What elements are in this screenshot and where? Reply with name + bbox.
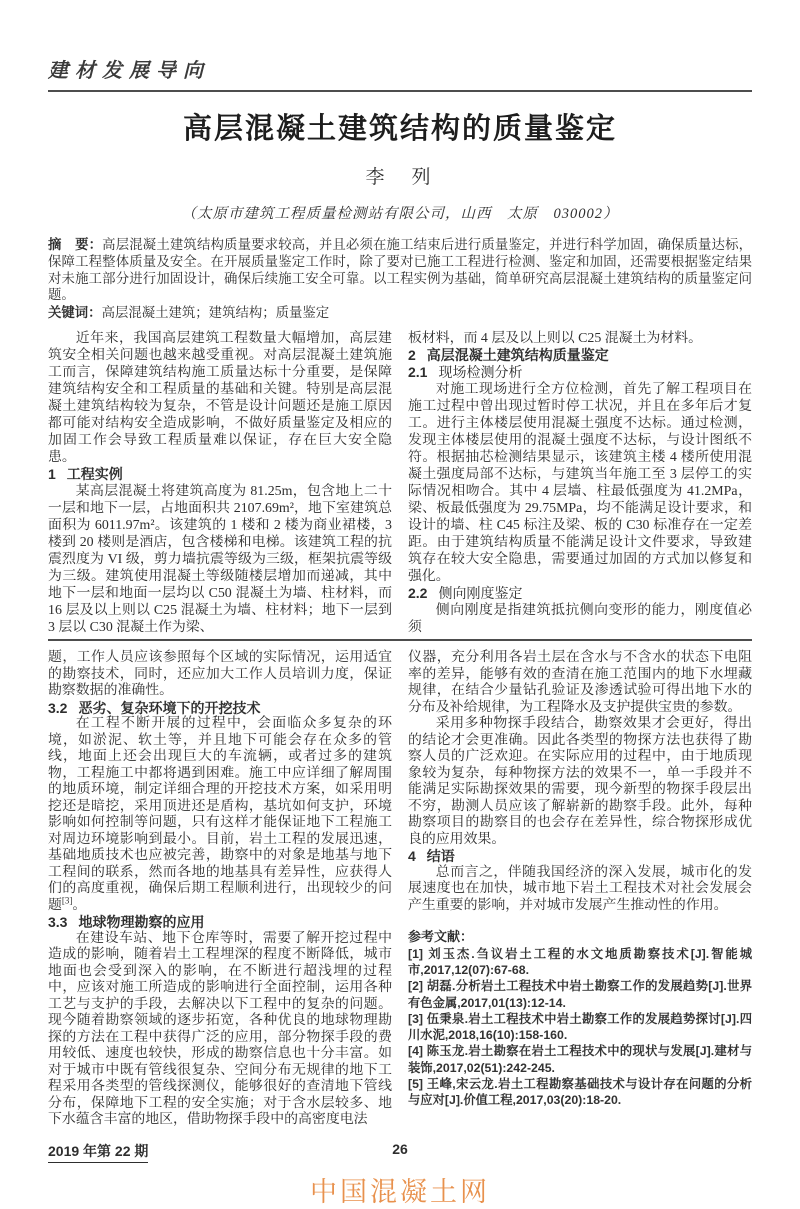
header-rule <box>48 90 752 92</box>
top-columns <box>48 330 752 636</box>
section-number: 1 <box>48 466 56 483</box>
stiffness-paragraph: 侧向刚度是指建筑抵抗侧向变形的能力，刚度值必须 <box>408 603 752 636</box>
section-heading-2-1 <box>408 364 752 381</box>
paragraph-text: 在工程不断开展的过程中，会面临众多复杂的环境，如淤泥、软土等，并且地下可能会存在众多的管线，地面上还会出现巨大的车流辆，或者过多的建筑物，工程施工中都将遇到困难。施工中应详细了解周围的地质环境，制定详细合理的开挖技术方案，如采用明挖还是暗挖，采用顶进还是盾构，基坑如何支护，环境影响如何控制等问题，只有这样才能保证地下工程施工对周边环境影响到最小。目前，岩土工程的发展迅速，基础地质技术也应被完善，勘察中的对象是地基与地下工程间的联系，然而各地的地基具有差异性，应获得人们的高度重视，确保后期工程顺利进行，出现较少的问题 <box>48 716 392 913</box>
section-number: 2.1 <box>408 364 428 381</box>
bottom-columns <box>48 650 752 1129</box>
issue-label: 2019 年第 22 期 <box>48 1141 148 1163</box>
bottom-left-column <box>48 650 392 1129</box>
section-heading-1 <box>48 466 392 483</box>
author-affiliation: （太原市建筑工程质量检测站有限公司，山西 太原 030002） <box>181 206 619 222</box>
keywords-text: 高层混凝土建筑；建筑结构；质量鉴定 <box>101 305 330 321</box>
section-number: 3.2 <box>48 699 68 716</box>
article-title: 高层混凝土建筑结构的质量鉴定 <box>182 113 617 145</box>
section-heading-2 <box>408 347 752 364</box>
section-heading-3-3 <box>48 914 392 931</box>
section-title: 现场检测分析 <box>438 364 523 381</box>
geophysics-paragraph: 在建设车站、地下仓库等时，需要了解开挖过程中造成的影响，随着岩土工程埋深的程度不断降低，城市地面也会受到深入的影响，在不断进行超浅埋的过程中，应该对施工所造成的影响进行全面控制，运用各种工艺与支护的手段，去解决以下工程中的复杂的问题。现今随着勘察领域的逐步拓宽，各种优良的地球物理勘探的方法在工程中获得广泛的应用，部分物探手段的费用较低、速度也较快，形成的勘察信息也十分丰富。如对于城市中既有管线很复杂、空间分布无规律的地下工程采用各类型的管线探测仪，能够很好的查清地下管线分布，保障地下工程的安全实施；对于含水层较多、地下水蕴含丰富的地区，借助物探手段中的高密度电法 <box>48 930 392 1128</box>
continuation-paragraph: 板材料，而 4 层及以上则以 C25 混凝土为材料。 <box>408 331 703 347</box>
keywords <box>48 304 752 321</box>
section-title: 侧向刚度鉴定 <box>438 585 523 602</box>
top-left-column <box>48 330 392 636</box>
section-number: 4 <box>408 848 416 865</box>
section-title: 恶劣、复杂环境下的开挖技术 <box>78 699 261 716</box>
section-title: 高层混凝土建筑结构质量鉴定 <box>426 347 609 364</box>
page <box>48 0 752 1209</box>
abstract <box>48 237 752 304</box>
reference-item: [4] 陈玉龙.岩土勘察在岩土工程技术中的现状与发展[J].建材与装饰,2017,02(51):242-245. <box>408 1044 752 1075</box>
section-heading-3-2 <box>48 700 392 717</box>
citation-marker: [3] <box>61 895 73 906</box>
section-heading-4 <box>408 848 752 865</box>
keywords-label: 关键词： <box>48 305 102 321</box>
section-number: 3.3 <box>48 914 68 931</box>
journal-name: 建材发展导向 <box>48 58 210 82</box>
section-number: 2.2 <box>408 585 428 602</box>
section-number: 2 <box>408 347 416 364</box>
abstract-label: 摘 要： <box>48 237 103 252</box>
site-watermark: 中国混凝土网 <box>310 1176 490 1207</box>
section-title: 地球物理勘察的应用 <box>78 914 205 931</box>
section-heading-2-2 <box>408 585 752 602</box>
detection-paragraph: 对施工现场进行全方位检测，首先了解工程项目在施工过程中曾出现过暂时停工状况，并且在多年后才复工。进行主体楼层使用混凝土强度不达标。通过检测，发现主体楼层使用的混凝土强度不达标，与设计图纸不符。根据抽芯检测结果显示，该建筑主楼 4 楼所使用混凝土强度局部不达标，与建筑当年施工至 3 层停工的实际情况相吻合。其中 4 层墙、柱最低强度为 41.2MPa，梁、板最低强度为 29.75MPa，均不能满足设计要求，和设计的墙、柱 C45 标注及梁、板的 C30 标准存在一定差距。由于建筑结构质量不能满足设计文件要求，导致建筑存在较大安全隐患，需要通过加固的方式加以修复和强化。 <box>408 382 752 585</box>
section-title: 工程实例 <box>66 466 123 483</box>
page-number: 26 <box>392 1140 408 1157</box>
section-divider-rule <box>48 639 752 641</box>
section-title: 结语 <box>426 848 455 865</box>
abstract-text: 高层混凝土建筑结构质量要求较高，并且必须在施工结束后进行质量鉴定，并进行科学加固，确保质量达标，保障工程整体质量及安全。在开展质量鉴定工作时，除了要对已施工工程进行检测、鉴定和加固，还需要根据鉴定结果对未施工部分进行加固设计，确保后续施工安全可靠。以工程实例为基础，简单研究高层混凝土建筑结构的质量鉴定问题。 <box>48 237 753 303</box>
excavation-paragraph <box>48 716 392 914</box>
reference-item: [3] 伍秉泉.岩土工程技术中岩土勘察工作的发展趋势探讨[J].四川水泥,2018,16(10):158-160. <box>408 1011 752 1043</box>
reference-item: [2] 胡磊.分析岩土工程技术中岩土勘察工作的发展趋势[J].世界有色金属,2017,01(13):12-14. <box>408 979 752 1010</box>
reference-item: [5] 王峰,宋云龙.岩土工程勘察基础技术与设计存在问题的分析与应对[J].价值工程,2017,03(20):18-20. <box>408 1077 752 1108</box>
case-paragraph: 某高层混凝土将建筑高度为 81.25m，包含地上二十一层和地下一层，占地面积共 2107.69m²，地下室建筑总面积为 6011.97m²。该建筑的 1 楼和 2 楼为商业裙楼，3 楼到 20 楼则是酒店，包含楼梯和电梯。该建筑工程的抗震烈度为 VI 级，剪力墙抗震等级为三级，框架抗震等级为三级。建筑使用混凝土等级随楼层增加而递减，其中地下一层和地面一层均以 C50 混凝土为墙、柱材料，而 16 层及以上则以 C25 混凝土为墙、柱材料；地下一层到 3 层以 C30 混凝土作为梁、 <box>48 484 392 636</box>
intro-paragraph: 近年来，我国高层建筑工程数量大幅增加，高层建筑安全相关问题也越来越受重视。对高层混凝土建筑施工而言，保障建筑结构施工质量达标十分重要，是保障建筑结构安全和工程质量的基础和关键。特别是高层混凝土建筑结构较为复杂，不管是设计问题还是施工原因都可能对结构安全造成影响，不做好质量鉴定及相应的加固工作会导致工程质量难以保证，存在巨大安全隐患。 <box>48 331 392 466</box>
top-right-column <box>408 330 752 636</box>
bottom-right-column <box>408 650 752 1129</box>
multi-method-paragraph: 采用多种物探手段结合，勘察效果才会更好，得出的结论才会更准确。因此各类型的物探方法也获得了勘察人员的广泛欢迎。在实际应用的过程中，由于地质现象较为复杂，每种物探方法的效果不一，单一手段并不能满足实际勘探效果的需要，现今新型的物探手段层出不穷，勘测人员应该了解崭新的勘察手段。此外，每种勘察项目的勘察目的也会存在差异性，综合物探形成优良的应用效果。 <box>408 716 752 847</box>
continuation-paragraph: 题，工作人员应该参照每个区域的实际情况，运用适宜的勘察技术，同时，还应加大工作人员培训力度，保证勘察数据的准确性。 <box>48 650 392 699</box>
continuation-paragraph: 仪器，充分利用各岩土层在含水与不含水的状态下电阻率的差异，能够有效的查清在施工范围内的地下水埋藏规律，在结合少量钻孔验证及渗透试验可得出地下水的分布及补给规律，为工程降水及支护提供宝贵的参数。 <box>408 650 752 715</box>
author-name: 李 列 <box>365 167 435 188</box>
paragraph-text: 。 <box>72 897 87 913</box>
conclusion-paragraph: 总而言之，伴随我国经济的深入发展，城市化的发展速度也在加快，城市地下岩土工程技术对社会发展会产生重要的影响，并对城市发展产生推动性的作用。 <box>408 864 752 913</box>
reference-item: [1] 刘玉杰.刍议岩土工程的水文地质勘察技术[J].智能城市,2017,12(07):67-68. <box>408 946 752 977</box>
page-footer <box>48 1141 752 1161</box>
references-label: 参考文献： <box>408 929 474 945</box>
